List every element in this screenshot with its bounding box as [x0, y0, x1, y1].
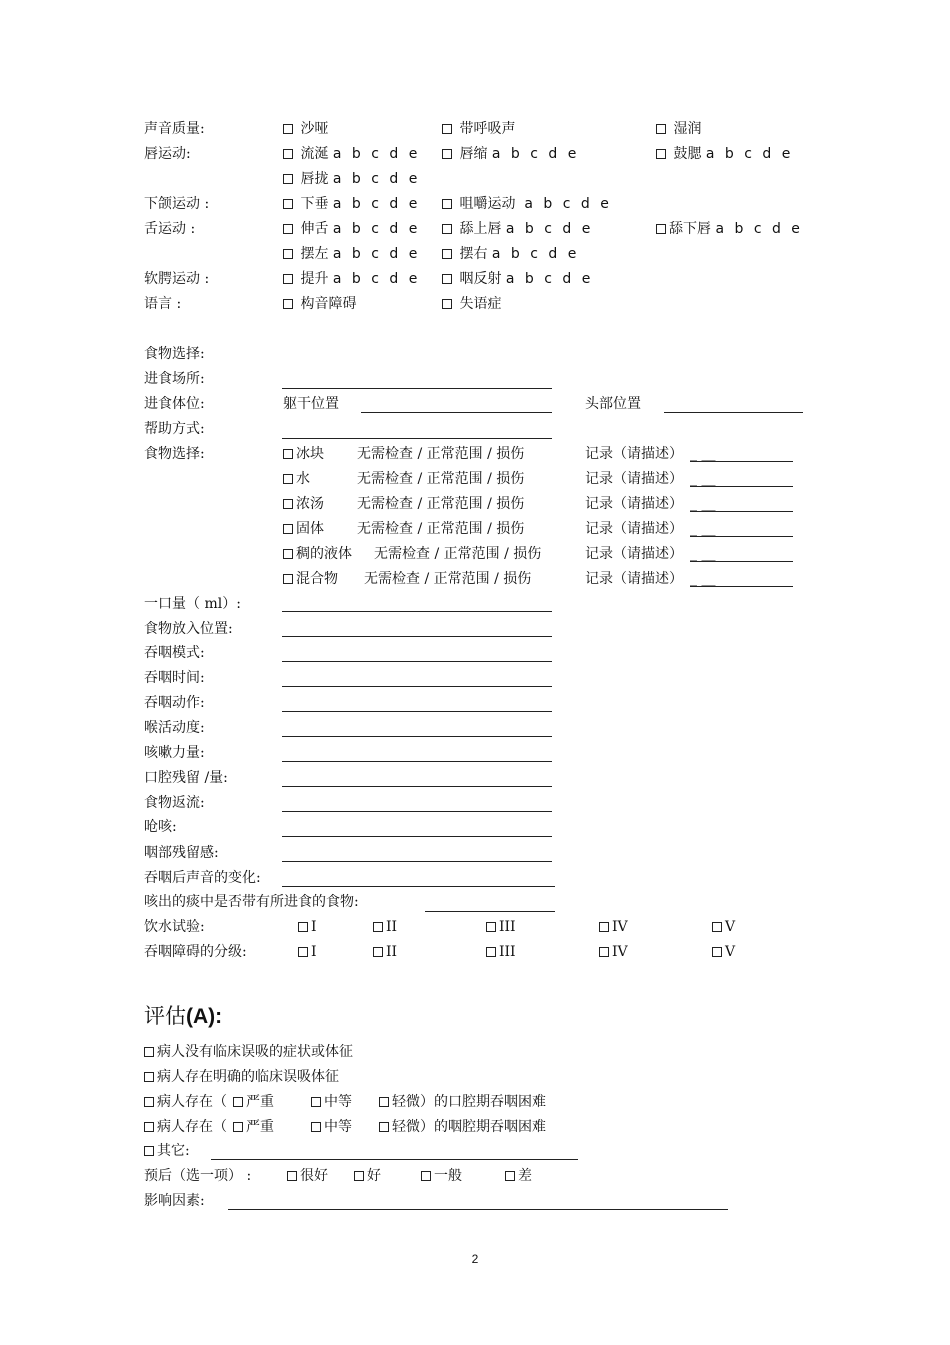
palate-lift-option[interactable]: 提升 a b c d e: [283, 271, 420, 287]
swallow-pattern-label: 吞咽模式:: [144, 645, 205, 661]
checkbox[interactable]: [283, 199, 293, 209]
food-thick-liquid-option[interactable]: 稠的液体: [283, 546, 352, 562]
pharyngeal-residue-label: 咽部残留感:: [144, 845, 219, 861]
prognosis-label: 预后（选一项） :: [144, 1168, 252, 1184]
checkbox[interactable]: [311, 1122, 321, 1132]
checkbox[interactable]: [287, 1171, 297, 1181]
larynx-mobility-label: 喉活动度:: [144, 720, 205, 736]
pharyngeal-dysphagia-option[interactable]: 病人存在（: [144, 1119, 227, 1135]
voice-change-label: 吞咽后声音的变化:: [144, 870, 261, 886]
speech-label: 语言 :: [144, 296, 182, 312]
checkbox[interactable]: [283, 524, 293, 534]
eating-posture-label: 进食体位:: [144, 396, 205, 412]
prognosis-excellent-option[interactable]: 很好: [287, 1168, 328, 1184]
larynx-mobility-field[interactable]: [282, 736, 552, 737]
checkbox[interactable]: [283, 174, 293, 184]
swallow-time-label: 吞咽时间:: [144, 670, 205, 686]
record-field[interactable]: [690, 461, 793, 462]
checkbox[interactable]: [233, 1097, 243, 1107]
water-grade-5-option[interactable]: V: [712, 919, 735, 935]
record-field[interactable]: [690, 561, 793, 562]
checkbox[interactable]: [283, 499, 293, 509]
record-field[interactable]: [690, 511, 793, 512]
checkbox[interactable]: [599, 947, 609, 957]
soft-palate-label: 软腭运动 :: [144, 271, 210, 287]
checkbox[interactable]: [283, 299, 293, 309]
tongue-protrude-option[interactable]: 伸舌 a b c d e: [283, 221, 420, 237]
bolus-volume-label: 一口量（ ml）:: [144, 596, 241, 612]
jaw-drop-option[interactable]: 下垂 a b c d e: [283, 196, 420, 212]
tongue-right-option[interactable]: 摆右 a b c d e: [442, 246, 579, 262]
checkbox[interactable]: [283, 149, 293, 159]
checkbox[interactable]: [283, 574, 293, 584]
checkbox[interactable]: [283, 249, 293, 259]
checkbox[interactable]: [298, 947, 308, 957]
record-label: 记录（请描述）: [585, 446, 683, 462]
food-selection-label: 食物选择:: [144, 446, 205, 462]
checkbox[interactable]: [283, 274, 293, 284]
checkbox[interactable]: [144, 1122, 154, 1132]
record-label: 记录（请描述）: [585, 471, 683, 487]
checkbox[interactable]: [379, 1122, 389, 1132]
food-check-result: 无需检查 / 正常范围 / 损伤: [364, 571, 532, 587]
lip-drool-option[interactable]: 流涎 a b c d e: [283, 146, 420, 162]
jaw-chew-option[interactable]: 咀嚼运动 a b c d e: [442, 196, 612, 212]
checkbox[interactable]: [283, 124, 293, 134]
water-grade-4-option[interactable]: IV: [599, 919, 628, 935]
voice-breathy-option[interactable]: 带呼吸声: [442, 121, 515, 137]
food-reflux-field[interactable]: [282, 811, 552, 812]
tongue-lick-lower-option[interactable]: 舔下唇 a b c d e: [656, 221, 803, 237]
prognosis-poor-option[interactable]: 差: [505, 1168, 532, 1184]
pharyngeal-severe-option[interactable]: 严重: [233, 1119, 274, 1135]
factors-label: 影响因素:: [144, 1193, 205, 1209]
checkbox[interactable]: [144, 1097, 154, 1107]
sputum-food-label: 咳出的痰中是否带有所进食的食物:: [144, 894, 359, 910]
pharyngeal-residue-field[interactable]: [282, 861, 552, 862]
voice-hoarse-option[interactable]: 沙哑: [283, 121, 328, 137]
dysphagia-grade-label: 吞咽障碍的分级:: [144, 944, 247, 960]
checkbox[interactable]: [379, 1097, 389, 1107]
checkbox[interactable]: [442, 224, 452, 234]
checkbox[interactable]: [486, 947, 496, 957]
trunk-position-label: 躯干位置: [283, 396, 339, 412]
checkbox[interactable]: [442, 124, 452, 134]
head-position-field[interactable]: [664, 412, 803, 413]
checkbox[interactable]: [354, 1171, 364, 1181]
water-test-label: 饮水试验:: [144, 919, 205, 935]
record-label: 记录（请描述）: [585, 546, 683, 562]
prognosis-good-option[interactable]: 好: [354, 1168, 381, 1184]
checkbox[interactable]: [505, 1171, 515, 1181]
record-blank: _ __: [690, 571, 716, 587]
food-placement-field[interactable]: [282, 636, 552, 637]
record-blank: _ __: [690, 446, 716, 462]
record-field[interactable]: [690, 536, 793, 537]
checkbox[interactable]: [144, 1072, 154, 1082]
swallow-action-field[interactable]: [282, 711, 552, 712]
checkbox[interactable]: [712, 947, 722, 957]
bolus-volume-field[interactable]: [282, 611, 552, 612]
swallow-action-label: 吞咽动作:: [144, 695, 205, 711]
checkbox[interactable]: [144, 1047, 154, 1057]
gag-reflex-option[interactable]: 咽反射 a b c d e: [442, 271, 593, 287]
checkbox[interactable]: [283, 449, 293, 459]
dysphagia-grade-2-option[interactable]: II: [373, 944, 397, 960]
food-placement-label: 食物放入位置:: [144, 621, 233, 637]
checkbox[interactable]: [442, 299, 452, 309]
record-blank: _ __: [690, 521, 716, 537]
aphasia-option[interactable]: 失语症: [442, 296, 501, 312]
record-blank: _ __: [690, 471, 716, 487]
record-field[interactable]: [690, 486, 793, 487]
oral-dysphagia-option[interactable]: 病人存在（: [144, 1094, 227, 1110]
checkbox[interactable]: [233, 1122, 243, 1132]
lip-retract-option[interactable]: 唇缩 a b c d e: [442, 146, 579, 162]
oral-residue-field[interactable]: [282, 786, 552, 787]
checkbox[interactable]: [656, 149, 666, 159]
oral-residue-label: 口腔残留 /量:: [144, 770, 228, 786]
other-option[interactable]: 其它:: [144, 1143, 190, 1159]
dysphagia-grade-5-option[interactable]: V: [712, 944, 735, 960]
food-selection-heading: 食物选择:: [144, 346, 205, 362]
voice-wet-option[interactable]: 湿润: [656, 121, 701, 137]
tongue-movement-label: 舌运动 :: [144, 221, 196, 237]
checkbox[interactable]: [442, 274, 452, 284]
record-blank: _ __: [690, 496, 716, 512]
dysphagia-grade-3-option[interactable]: III: [486, 944, 516, 960]
tongue-left-option[interactable]: 摆左 a b c d e: [283, 246, 420, 262]
dysphagia-grade-1-option[interactable]: I: [298, 944, 317, 960]
assist-method-field[interactable]: [282, 438, 552, 439]
checkbox[interactable]: [283, 224, 293, 234]
tongue-lick-upper-option[interactable]: 舔上唇 a b c d e: [442, 221, 593, 237]
swallow-time-field[interactable]: [282, 686, 552, 687]
jaw-movement-label: 下颌运动 :: [144, 196, 210, 212]
voice-quality-label: 声音质量:: [144, 121, 205, 137]
checkbox[interactable]: [656, 124, 666, 134]
record-label: 记录（请描述）: [585, 521, 683, 537]
head-position-label: 头部位置: [585, 396, 641, 412]
checkbox[interactable]: [283, 549, 293, 559]
sputum-food-field[interactable]: [425, 911, 555, 912]
water-grade-2-option[interactable]: II: [373, 919, 397, 935]
record-label: 记录（请描述）: [585, 571, 683, 587]
other-field[interactable]: [211, 1159, 578, 1160]
food-check-result: 无需检查 / 正常范围 / 损伤: [357, 521, 525, 537]
checkbox[interactable]: [373, 947, 383, 957]
food-check-result: 无需检查 / 正常范围 / 损伤: [357, 446, 525, 462]
checkbox[interactable]: [656, 224, 666, 234]
oral-mild-option[interactable]: 轻微）的口腔期吞咽困难: [379, 1094, 546, 1110]
food-solid-option[interactable]: 固体: [283, 521, 324, 537]
checkbox[interactable]: [311, 1097, 321, 1107]
choking-field[interactable]: [282, 836, 552, 837]
food-water-option[interactable]: 水: [283, 471, 310, 487]
eating-place-field[interactable]: [282, 388, 552, 389]
record-label: 记录（请描述）: [585, 496, 683, 512]
food-check-result: 无需检查 / 正常范围 / 损伤: [357, 496, 525, 512]
checkbox[interactable]: [599, 922, 609, 932]
aspiration-signs-option[interactable]: 病人存在明确的临床误吸体征: [144, 1069, 339, 1085]
food-reflux-label: 食物返流:: [144, 795, 205, 811]
assist-method-label: 帮助方式:: [144, 421, 205, 437]
lip-purse-option[interactable]: 唇拢 a b c d e: [283, 171, 420, 187]
lip-movement-label: 唇运动:: [144, 146, 191, 162]
no-aspiration-option[interactable]: 病人没有临床误吸的症状或体征: [144, 1044, 353, 1060]
checkbox[interactable]: [144, 1146, 154, 1156]
prognosis-fair-option[interactable]: 一般: [421, 1168, 462, 1184]
pharyngeal-mild-option[interactable]: 轻微）的咽腔期吞咽困难: [379, 1119, 546, 1135]
record-blank: _ __: [690, 546, 716, 562]
checkbox[interactable]: [373, 922, 383, 932]
checkbox[interactable]: [486, 922, 496, 932]
cough-strength-label: 咳嗽力量:: [144, 745, 205, 761]
checkbox[interactable]: [442, 149, 452, 159]
water-grade-1-option[interactable]: I: [298, 919, 317, 935]
food-thick-soup-option[interactable]: 浓汤: [283, 496, 324, 512]
dysphagia-grade-4-option[interactable]: IV: [599, 944, 628, 960]
dysarthria-option[interactable]: 构音障碍: [283, 296, 356, 312]
oral-severe-option[interactable]: 严重: [233, 1094, 274, 1110]
checkbox[interactable]: [283, 474, 293, 484]
food-check-result: 无需检查 / 正常范围 / 损伤: [374, 546, 542, 562]
lip-puff-option[interactable]: 鼓腮 a b c d e: [656, 146, 793, 162]
food-mixed-option[interactable]: 混合物: [283, 571, 338, 587]
cough-strength-field[interactable]: [282, 761, 552, 762]
checkbox[interactable]: [442, 249, 452, 259]
voice-change-field[interactable]: [282, 886, 555, 887]
checkbox[interactable]: [298, 922, 308, 932]
record-field[interactable]: [690, 586, 793, 587]
food-ice-option[interactable]: 冰块: [283, 446, 324, 462]
food-check-result: 无需检查 / 正常范围 / 损伤: [357, 471, 525, 487]
checkbox[interactable]: [421, 1171, 431, 1181]
eating-place-label: 进食场所:: [144, 371, 205, 387]
water-grade-3-option[interactable]: III: [486, 919, 516, 935]
oral-moderate-option[interactable]: 中等: [311, 1094, 352, 1110]
choking-label: 呛咳:: [144, 819, 177, 835]
checkbox[interactable]: [712, 922, 722, 932]
trunk-position-field[interactable]: [361, 412, 552, 413]
checkbox[interactable]: [442, 199, 452, 209]
assessment-heading: 评估(A):: [144, 1004, 223, 1028]
page-number: 2: [471, 1252, 479, 1266]
swallow-pattern-field[interactable]: [282, 661, 552, 662]
factors-field[interactable]: [228, 1209, 728, 1210]
pharyngeal-moderate-option[interactable]: 中等: [311, 1119, 352, 1135]
